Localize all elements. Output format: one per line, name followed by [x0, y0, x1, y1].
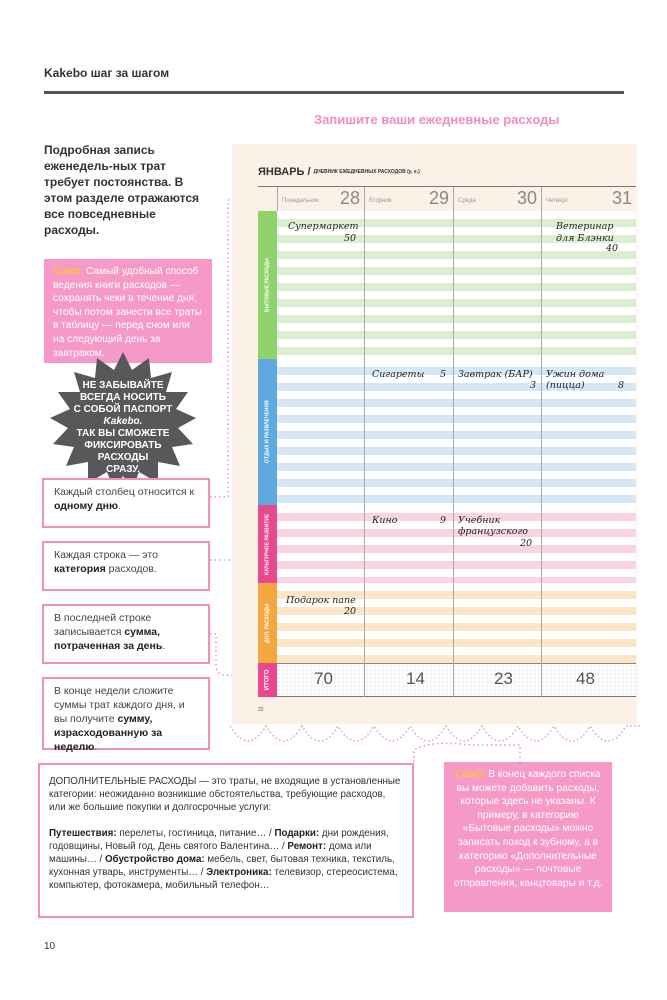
category-label: БЫТОВЫЕ РАСХОДЫ: [264, 258, 271, 312]
extra-key: Электроника:: [206, 867, 272, 878]
note-text: В конце недели сложите суммы трат каждого дня, и вы получите: [54, 685, 185, 725]
entry-amount: 5: [440, 369, 447, 380]
extra-key: Путешествия:: [49, 828, 117, 839]
note-text: .: [162, 640, 166, 652]
note-text: расходов.: [105, 563, 157, 575]
note-text: Каждая строка — это: [54, 549, 158, 561]
entry-label: французского: [458, 526, 528, 537]
extra-intro: ДОПОЛНИТЕЛЬНЫЕ РАСХОДЫ — это траты, не входящие в установленные категории: неожиданно возникшие обстоятельства, требующие расходов, или же большие покупки и долгосрочные услуги:: [49, 776, 401, 813]
star-line: ТАК ВЫ СМОЖЕТЕ: [76, 428, 170, 439]
page-header-title: Kakebo шаг за шагом: [44, 66, 170, 80]
section-heading: Запишите ваши ежедневные расходы: [314, 112, 560, 127]
category-label: КУЛЬТУРНОЕ РАЗВИТИЕ: [264, 513, 271, 575]
note-emphasis: сумма, потраченная за день: [54, 626, 163, 652]
column-divider: [453, 187, 454, 697]
column-divider: [541, 187, 542, 697]
star-line: С СОБОЙ ПАСПОРТ: [73, 404, 173, 415]
day-number: 28: [339, 188, 360, 208]
entry-label: Подарок папе: [286, 595, 356, 606]
tip-text: Самый удобный способ ведения книги расходов — сохранять чеки в течение дня, чтобы потом занести все траты в таблицу — перед сном или на следующий день за завтраком.: [53, 266, 203, 359]
day-header: [364, 187, 453, 211]
note-emphasis: одному дню: [54, 500, 118, 512]
entry-amount: 50: [344, 233, 357, 244]
extra-expenses-box: [38, 763, 414, 918]
day-total: 23: [494, 669, 513, 688]
tip-box-2: [444, 762, 612, 912]
note-emphasis: категория: [54, 563, 106, 575]
tip-text: В конец каждого списка вы можете добавить расходы, которые здесь не указаны. К примеру, в категорию «Бытовые расходы» можно записать поход к зубному, а в категорию «Дополнительные расходы» — почтовые отправления, канцтовары и т.д.: [453, 769, 603, 889]
tip-label: Совет.: [53, 266, 84, 277]
day-header: [541, 187, 636, 211]
entry-label: Ветеринар: [556, 221, 614, 232]
day-number: 31: [611, 188, 632, 208]
day-total: 14: [406, 669, 425, 688]
note-text: .: [94, 741, 98, 753]
extra-value: телевизор, стереосистема, компьютер, фотокамера, мобильный телефон…: [49, 867, 398, 891]
extra-value: дома или машины… /: [49, 841, 372, 865]
entry-amount: 20: [344, 606, 357, 617]
star-line: НЕ ЗАБЫВАЙТЕ: [82, 380, 164, 391]
diary-subtitle: ДНЕВНИК ЕЖЕДНЕВНЫХ РАСХОДОВ (у. е.): [313, 169, 420, 176]
entry-label: Ужин дома: [546, 369, 605, 380]
entry-label: Завтрак (БАР): [458, 369, 533, 380]
day-header: [453, 187, 541, 211]
entry-label: Сигареты: [372, 369, 425, 380]
extra-value: дни рождения, годовщины, Новый год, День святого Валентина… /: [49, 828, 389, 852]
band-culture: [277, 505, 636, 583]
star-line: СРАЗУ.: [106, 464, 140, 475]
column-divider: [364, 187, 365, 697]
month-label: ЯНВАРЬ /: [258, 166, 311, 179]
entry-label: (пицца): [546, 380, 585, 391]
day-number: 29: [428, 188, 449, 208]
extra-key: Обустройство дома:: [104, 854, 205, 865]
day-number: 30: [516, 188, 537, 208]
diary-page-number: 22: [258, 707, 264, 713]
note-text: Каждый столбец относится к: [54, 486, 195, 498]
day-total: 48: [576, 669, 595, 688]
entry-label: Кино: [372, 515, 398, 526]
entry-amount: 8: [618, 380, 625, 391]
entry-label: Супермаркет: [288, 221, 359, 232]
total-label: ИТОГО: [264, 669, 271, 691]
extra-key: Подарки:: [274, 828, 320, 839]
page-number: 10: [44, 941, 56, 952]
star-line: ФИКСИРОВАТЬ: [84, 440, 162, 451]
day-name: Четверг: [546, 198, 568, 204]
entry-label: для Блэнки: [556, 233, 614, 244]
diary-month: [258, 166, 420, 178]
star-line: РАСХОДЫ: [97, 452, 149, 463]
extra-value: мебель, свет, бытовая техника, текстиль, кухонная утварь, инструменты… /: [49, 854, 395, 878]
diary-grid: [258, 186, 636, 696]
category-label: ОТДЫХ И РАЗВЛЕЧЕНИЯ: [264, 400, 271, 464]
day-header: [277, 187, 364, 211]
entry-amount: 20: [520, 538, 533, 549]
tip-label: Совет.: [455, 769, 486, 780]
day-name: Вторник: [369, 198, 392, 204]
category-label: ДОП. РАСХОДЫ: [264, 603, 271, 643]
entry-label: Учебник: [458, 515, 501, 526]
day-name: Среда: [458, 198, 476, 204]
star-line: ВСЕГДА НОСИТЬ: [80, 392, 166, 403]
scallop-border: [230, 718, 640, 758]
note-text: .: [117, 500, 121, 512]
day-name: Понедельник: [282, 198, 319, 204]
day-total: 70: [314, 669, 333, 688]
entry-amount: 40: [606, 243, 619, 254]
star-line: Kakebo.: [103, 416, 143, 427]
entry-amount: 9: [440, 515, 447, 526]
extra-value: перелеты, гостиница, питание… /: [116, 828, 275, 839]
note-text: В последней строке записывается: [54, 612, 152, 638]
intro-text: Подробная запись еженедель-ных трат требует постоянства. В этом разделе отражаются все повседневные расходы.: [44, 143, 200, 237]
note-emphasis: сумму, израсходованную за неделю: [54, 713, 163, 753]
extra-list: [49, 827, 403, 892]
entry-amount: 3: [530, 380, 537, 391]
extra-key: Ремонт:: [287, 841, 327, 852]
